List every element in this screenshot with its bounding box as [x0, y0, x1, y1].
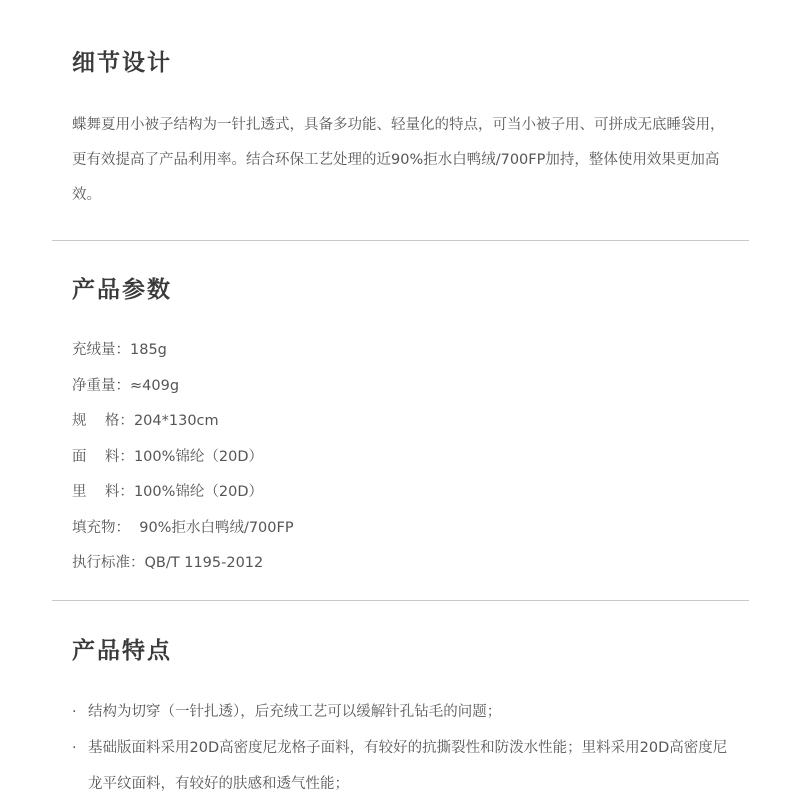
spec-row-size — [72, 404, 294, 440]
section-divider — [52, 600, 749, 601]
spec-label: 净重量： — [72, 377, 130, 394]
spec-label: 充绒量： — [72, 342, 130, 358]
spec-label: 规 格： — [72, 413, 134, 429]
spec-label: 面 料： — [72, 448, 134, 465]
spec-row-fill-weight — [72, 333, 294, 369]
section-title-design: 细节设计 — [72, 49, 172, 76]
feature-list — [72, 694, 737, 802]
section-title-params: 产品参数 — [72, 276, 172, 303]
section-divider — [52, 240, 749, 241]
spec-value: QB/T 1195-2012 — [144, 555, 264, 571]
feature-item — [72, 694, 737, 730]
spec-row-net-weight — [72, 369, 294, 405]
spec-row-outer-fabric — [72, 440, 294, 476]
spec-row-standard — [72, 546, 294, 582]
spec-value: 100%锦纶（20D） — [133, 448, 264, 465]
spec-row-filling — [72, 511, 294, 547]
section-title-features: 产品特点 — [72, 637, 172, 664]
design-description: 蝶舞夏用小被子结构为一针扎透式，具备多功能、轻量化的特点，可当小被子用、可拼成无底睡袋用，更有效提高了产品利用率。结合环保工艺处理的近90%拒水白鸭绒/700FP加持，整体使用效果更加高效。 — [72, 117, 725, 203]
spec-value: ≈409g — [130, 377, 180, 394]
feature-text: 结构为切穿（一针扎透），后充绒工艺可以缓解针孔钻毛的问题； — [88, 704, 502, 720]
spec-value: 100%锦纶（20D） — [133, 484, 264, 500]
spec-label: 执行标准： — [72, 555, 145, 571]
spec-value: 185g — [130, 342, 167, 358]
feature-text: 基础版面料采用20D高密度尼龙格子面料，有较好的抗撕裂性和防泼水性能；里料采用20D高密度尼龙平纹面料，有较好的肤感和透气性能； — [88, 740, 728, 792]
feature-item — [72, 730, 737, 802]
bullet-dot-icon: · — [72, 704, 77, 720]
spec-list — [72, 333, 294, 582]
spec-label: 填充物： — [72, 519, 130, 536]
spec-value: 204*130cm — [133, 413, 219, 429]
bullet-dot-icon: · — [72, 740, 77, 756]
spec-label: 里 料： — [72, 484, 134, 500]
spec-row-lining — [72, 475, 294, 511]
spec-value: 90%拒水白鸭绒/700FP — [130, 519, 294, 536]
